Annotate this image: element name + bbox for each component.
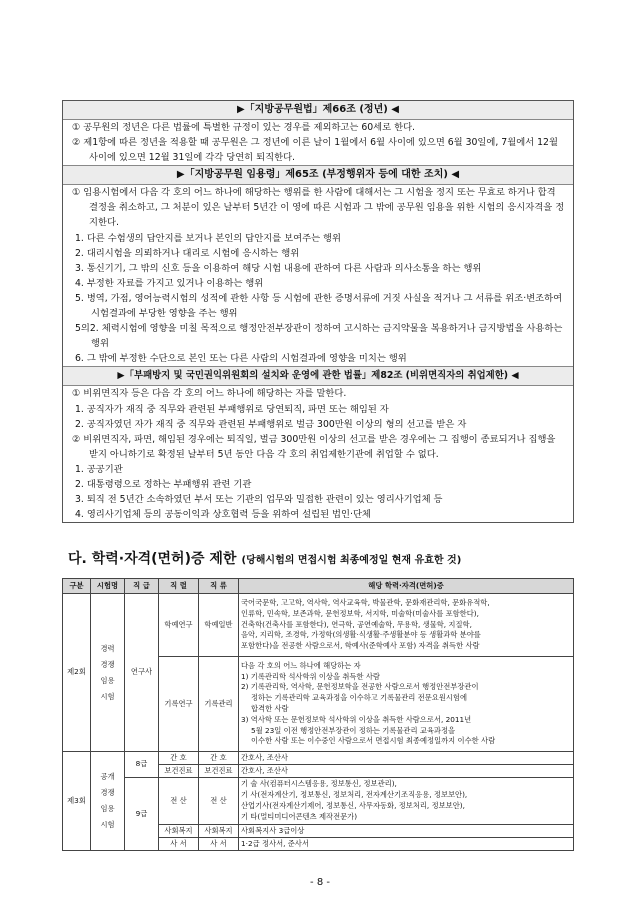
section-2-title: ▶「지방공무원 임용령」제65조 (부정행위자 등에 대한 조치) ◀ xyxy=(63,165,573,185)
qualification-social-welfare: 사회복지사 3급이상 xyxy=(239,825,574,838)
series-health-care: 보건진료 xyxy=(159,765,199,778)
series-archive: 기록연구 xyxy=(159,657,199,752)
header-grade: 직 급 xyxy=(125,579,159,594)
round-2-exam: 경력 경쟁 임용 시험 xyxy=(91,594,125,752)
kind-social-welfare: 사회복지 xyxy=(199,825,239,838)
section-2-item-5: 5. 병역, 가점, 영어능력시험의 성적에 관한 사항 등 시험에 관한 증명서류에 거짓 사실을 적거나 그 서류를 위조·변조하여 시험결과에 부당한 영향을 주는 행위 xyxy=(75,292,563,320)
section-2-item-6: 6. 그 밖에 부정한 수단으로 본인 또는 다른 사람의 시험결과에 영향을 미치는 행위 xyxy=(75,353,407,365)
section-3-item-1: ① 비위면직자 등은 다음 각 호의 어느 하나에 해당하는 자를 말한다. xyxy=(72,388,347,400)
section-3-title: ▶「부패방지 및 국민권익위원회의 설치와 운영에 관한 법률」제82조 (비위면직자의 취업제한) ◀ xyxy=(63,366,573,386)
section-3-item-2: ② 비위면직자, 파면, 해임된 경우에는 퇴직일, 벌금 300만원 이상의 선고를 받은 경우에는 그 집행이 종료되거나 집행을 받지 아니하기로 확정된 날부터 5년 동안 다음 각 호의 취업제한기관에 취업할 수 없다. xyxy=(72,433,556,460)
table-row xyxy=(63,752,574,765)
series-nursing: 간 호 xyxy=(159,752,199,765)
header-category: 구분 xyxy=(63,579,91,594)
series-social-welfare: 사회복지 xyxy=(159,825,199,838)
section-3-sub2-2: 2. 대통령령으로 정하는 부패행위 관련 기관 xyxy=(75,478,252,490)
series-curator: 학예연구 xyxy=(159,594,199,657)
table-row xyxy=(63,778,574,825)
qualification-table xyxy=(62,578,574,851)
section-3-sub2-3: 3. 퇴직 전 5년간 소속하였던 부서 또는 기관의 업무와 밀접한 관련이 있는 영리사기업체 등 xyxy=(75,494,443,506)
kind-health-care: 보건진료 xyxy=(199,765,239,778)
kind-curator: 학예일반 xyxy=(199,594,239,657)
qualification-librarian: 1·2급 정사서, 준사서 xyxy=(239,838,574,851)
qualification-computing: 기 술 사(컴퓨터시스템응용, 정보통신, 정보관리), 기 사(전자계산기, 정보통신, 정보처리, 전자계산기조직응용, 정보보안), 산업기사(전자계산기제어, 정보통신, 사무자동화, 정보처리, 정보보안), 기 타(멀티미디어콘텐츠 제작전문가) xyxy=(239,778,574,825)
round-3-label: 제3회 xyxy=(63,752,91,851)
qualification-heading-sub: (당해시험의 면접시험 최종예정일 현재 유효한 것) xyxy=(241,555,462,566)
round-3-grade-8: 8급 xyxy=(125,752,159,778)
header-series: 직 렬 xyxy=(159,579,199,594)
section-2-intro: ① 임용시험에서 다음 각 호의 어느 하나에 해당하는 행위를 한 사람에 대해서는 그 시험을 정지 또는 무효로 하거나 합격 결정을 취소하고, 그 처분이 있은 날부터 5년간 이 영에 따른 시험과 그 밖에 공무원 임용을 위한 시험의 응시자격을 정지한다. xyxy=(72,187,565,229)
round-3-grade-9: 9급 xyxy=(125,778,159,851)
section-2-item-5-2: 5의2. 체력시험에 영향을 미칠 목적으로 행정안전부장관이 정하여 고시하는 금지약물을 복용하거나 금지방법을 사용하는 행위 xyxy=(75,323,563,350)
qualification-archive: 다음 각 호의 어느 하나에 해당하는 자 1) 기록관리학 석사학위 이상을 취득한 사람 2) 기록관리학, 역사학, 문헌정보학을 전공한 사람으로서 행정안전부장관이 정하는 기록관리학 교육과정을 이수하고 기록물관리 전문요원시험에 합격한 사람 3) 역사학 또는 문헌정보학 석사학위 이상을 취득한 사람으로서, 2011년 5월 23일 이전 행정안전부장관이 정하는 기록물관리 교육과정을 이수한 사람 또는 이수중인 사람으로서 면접시험 최종예정일까지 이수한 사람 xyxy=(239,657,574,752)
section-3-sub1-2: 2. 공직자였던 자가 재직 중 직무와 관련된 부패행위로 벌금 300만원 이상의 형의 선고를 받은 자 xyxy=(75,418,467,430)
section-2-item-3: 3. 통신기기, 그 밖의 신호 등을 이용하여 해당 시험 내용에 관하여 다른 사람과 의사소통을 하는 행위 xyxy=(75,262,482,274)
qualification-heading-main: 다. 학력·자격(면허)증 제한 xyxy=(68,551,237,567)
section-3-sub1-1: 1. 공직자가 재직 중 직무와 관련된 부패행위로 당연퇴직, 파면 또는 해임된 자 xyxy=(75,403,389,415)
table-header-row xyxy=(63,579,574,594)
header-exam: 시험명 xyxy=(91,579,125,594)
round-2-label: 제2회 xyxy=(63,594,91,752)
section-2-item-1: 1. 다른 수험생의 답안지를 보거나 본인의 답안지를 보여주는 행위 xyxy=(75,232,342,244)
section-2-item-2: 2. 대리시험을 의뢰하거나 대리로 시험에 응시하는 행위 xyxy=(75,247,300,259)
round-2-grade: 연구사 xyxy=(125,594,159,752)
kind-computing: 전 산 xyxy=(199,778,239,825)
section-2-item-4: 4. 부정한 자료를 가지고 있거나 이용하는 행위 xyxy=(75,277,264,289)
kind-librarian: 사 서 xyxy=(199,838,239,851)
section-1-item-2: ② 제1항에 따른 정년을 적용할 때 공무원은 그 정년에 이른 날이 1월에서 6월 사이에 있으면 6월 30일에, 7월에서 12월 사이에 있으면 12월 31일에 각각 당연히 퇴직한다. xyxy=(72,137,558,164)
kind-nursing: 간 호 xyxy=(199,752,239,765)
qualification-heading xyxy=(68,548,588,568)
qualification-curator: 국어국문학, 고고학, 역사학, 역사교육학, 박물관학, 문화재관리학, 문화유적학, 인류학, 민속학, 보존과학, 문헌정보학, 서지학, 미술학(미술사를 포함한다), 건축학(건축사를 포함한다), 연극학, 공연예술학, 무용학, 생물학, 지질학, 음악, 지리학, 조경학, 가정학(의생활·식생활·주생활분야 등 생활과학 분야를 포함한다)을 전공한 사람으로서, 학예사(준학예사 포함) 자격을 취득한 사람 xyxy=(239,594,574,657)
qualification-nursing: 간호사, 조산사 xyxy=(239,752,574,765)
series-librarian: 사 서 xyxy=(159,838,199,851)
header-qualification: 해당 학력·자격(면허)증 xyxy=(239,579,574,594)
section-3-sub2-1: 1. 공공기관 xyxy=(75,463,123,475)
kind-archive: 기록관리 xyxy=(199,657,239,752)
series-computing: 전 산 xyxy=(159,778,199,825)
header-kind: 직 류 xyxy=(199,579,239,594)
section-local-public-officials-act xyxy=(62,100,574,523)
section-3-sub2-4: 4. 영리사기업체 등의 공동이익과 상호협력 등을 위하여 설립된 법인·단체 xyxy=(75,509,371,521)
section-1-title: ▶「지방공무원법」제66조 (정년) ◀ xyxy=(63,101,573,120)
section-1-item-1: ① 공무원의 정년은 다른 법률에 특별한 규정이 있는 경우를 제외하고는 60세로 한다. xyxy=(72,122,416,133)
qualification-health-care: 간호사, 조산사 xyxy=(239,765,574,778)
round-3-exam: 공개 경쟁 임용 시험 xyxy=(91,752,125,851)
table-row xyxy=(63,594,574,657)
page-number: - 8 - xyxy=(310,877,330,888)
